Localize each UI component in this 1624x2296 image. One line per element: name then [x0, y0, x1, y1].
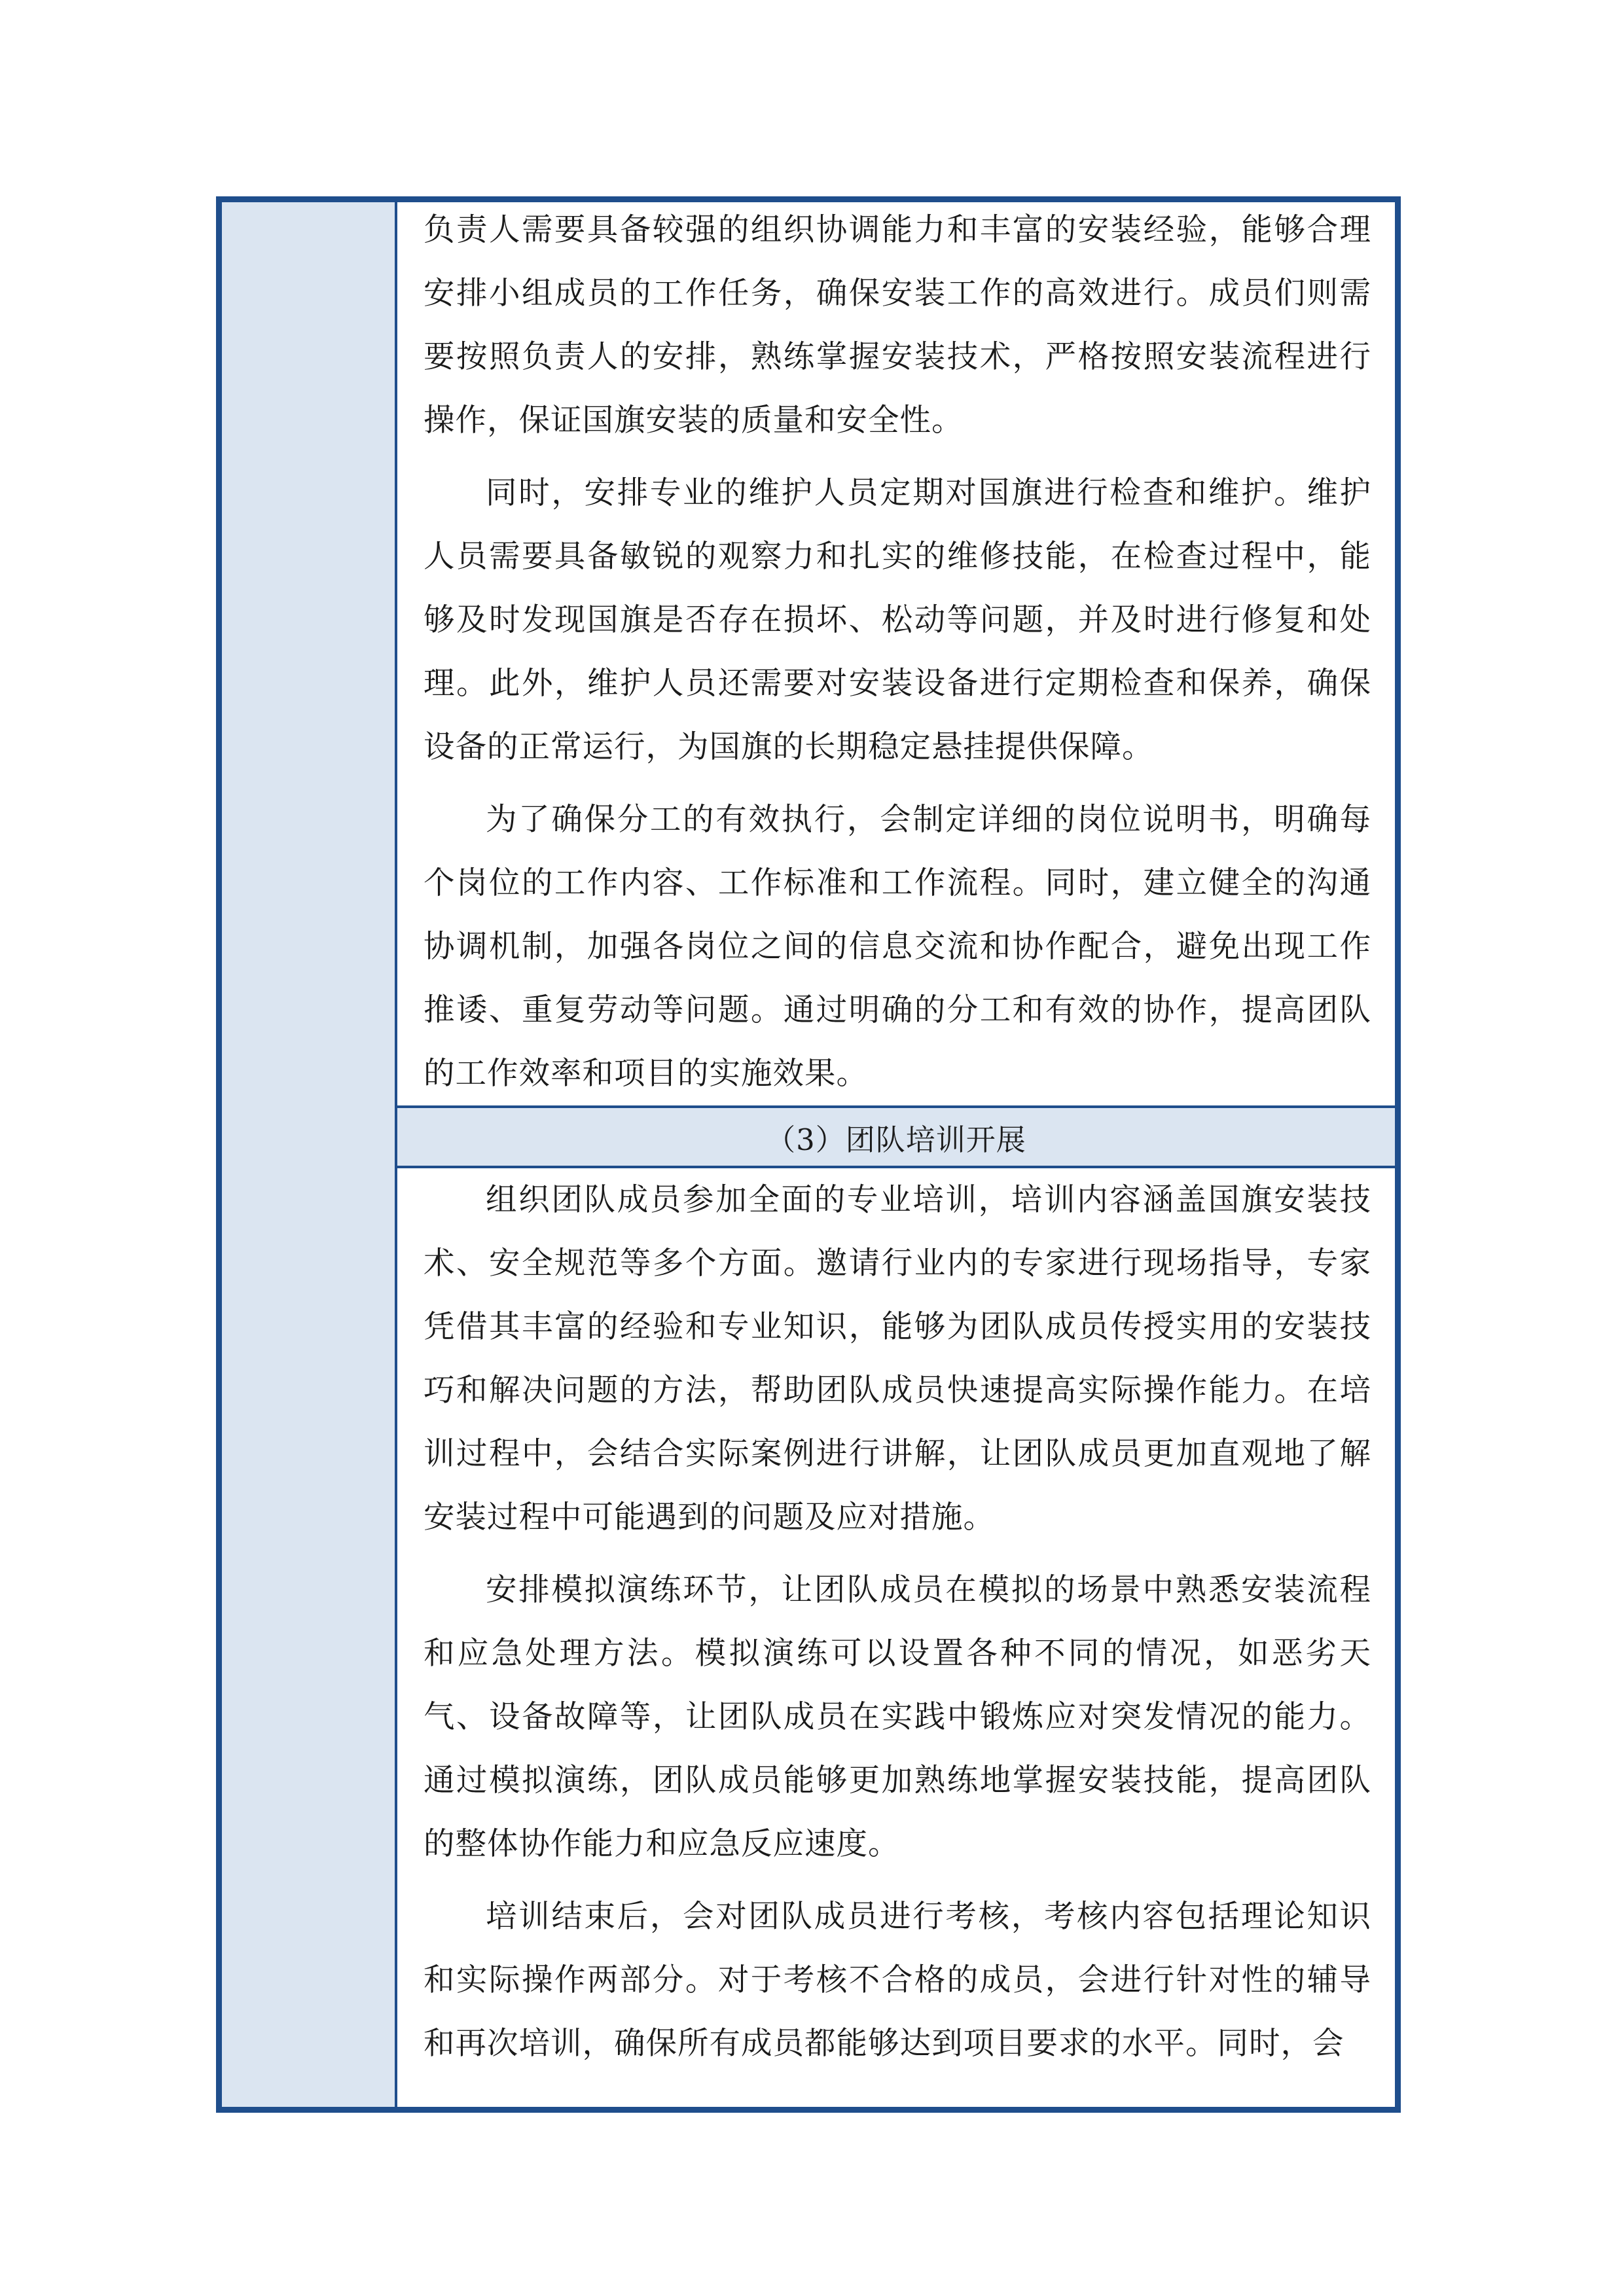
section-header: （3）团队培训开展 [397, 1108, 1395, 1168]
paragraph: 为了确保分工的有效执行，会制定详细的岗位说明书，明确每个岗位的工作内容、工作标准和工作流程。同时，建立健全的沟通协调机制，加强各岗位之间的信息交流和协作配合，避免出现工作推诿、重复劳动等问题。通过明确的分工和有效的协作，提高团队的工作效率和项目的实施效果。 [424, 802, 1371, 1092]
table-right-column [397, 202, 1395, 2107]
content-table [216, 196, 1401, 2113]
top-text-cell [397, 202, 1395, 1108]
paragraph: 同时，安排专业的维护人员定期对国旗进行检查和维护。维护人员需要具备敏锐的观察力和扎实的维修技能，在检查过程中，能够及时发现国旗是否存在损坏、松动等问题，并及时进行修复和处理。此外，维护人员还需要对安装设备进行定期检查和保养，确保设备的正常运行，为国旗的长期稳定悬挂提供保障。 [424, 475, 1371, 765]
table-left-column [222, 202, 397, 2107]
paragraph: 负责人需要具备较强的组织协调能力和丰富的安装经验，能够合理安排小组成员的工作任务，确保安装工作的高效进行。成员们则需要按照负责人的安排，熟练掌握安装技术，严格按照安装流程进行操作，保证国旗安装的质量和安全性。 [424, 212, 1371, 439]
paragraph: 组织团队成员参加全面的专业培训，培训内容涵盖国旗安装技术、安全规范等多个方面。邀请行业内的专家进行现场指导，专家凭借其丰富的经验和专业知识，能够为团队成员传授实用的安装技巧和解决问题的方法，帮助团队成员快速提高实际操作能力。在培训过程中，会结合实际案例进行讲解，让团队成员更加直观地了解安装过程中可能遇到的问题及应对措施。 [424, 1182, 1371, 1535]
section-text-cell [397, 1168, 1395, 2107]
paragraph: 培训结束后，会对团队成员进行考核，考核内容包括理论知识和实际操作两部分。对于考核不合格的成员，会进行针对性的辅导和再次培训，确保所有成员都能够达到项目要求的水平。同时，会 [424, 1899, 1371, 2062]
paragraph: 安排模拟演练环节，让团队成员在模拟的场景中熟悉安装流程和应急处理方法。模拟演练可以设置各种不同的情况，如恶劣天气、设备故障等，让团队成员在实践中锻炼应对突发情况的能力。通过模拟演练，团队成员能够更加熟练地掌握安装技能，提高团队的整体协作能力和应急反应速度。 [424, 1572, 1371, 1862]
